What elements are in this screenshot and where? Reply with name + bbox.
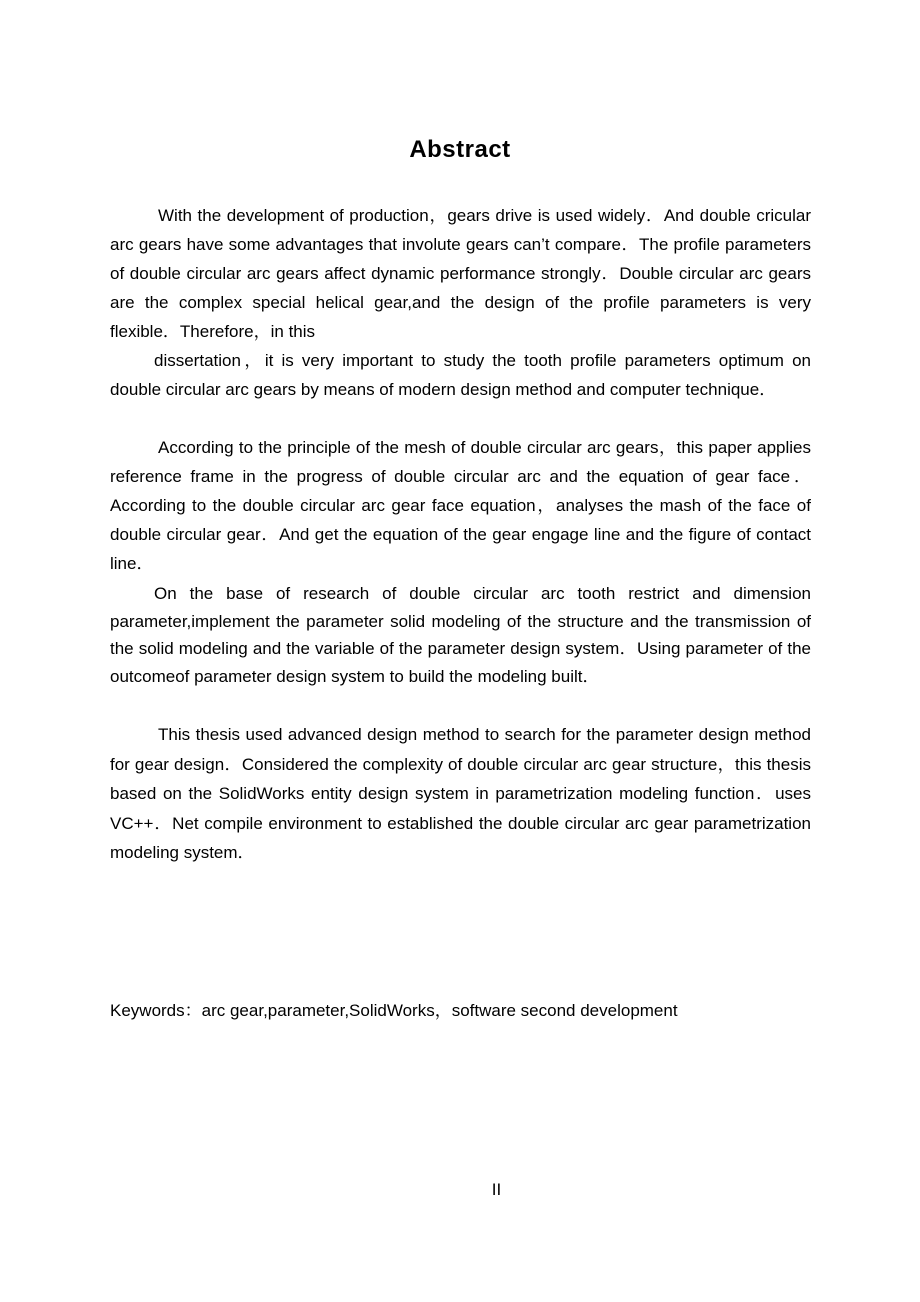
abstract-paragraph-1-continued: dissertation，it is very important to study the tooth profile parameters optimum on double circular arc gears by means of modern design method and computer technique． — [110, 351, 811, 399]
abstract-paragraph-4: This thesis used advanced design method to search for the parameter design method for gear design．Considered the complexity of double circular arc gear structure，this thesis based on the SolidWorks entity design system in parametrization modeling function．uses VC++．Net compile environment to established the double circular arc gear parametrization modeling system． — [110, 725, 811, 862]
abstract-paragraph-2: According to the principle of the mesh of double circular arc gears，this paper applies reference frame in the progress of double circular arc and the equation of gear face．According to the double circular arc gear face equation，analyses the mash of the face of double circular gear．And get the equation of the gear engage line and the figure of contact line． — [110, 438, 811, 573]
abstract-paragraph-1: With the development of production，gears drive is used widely．And double cricular arc gears have some advantages that involute gears can’t compare．The profile parameters of double circular arc gears affect dynamic performance strongly．Double circular arc gears are the complex special helical gear,and the design of the profile parameters is very flexible．Therefore，in this — [110, 206, 811, 341]
page-title: Abstract — [409, 136, 511, 163]
page-number: II — [491, 1180, 502, 1199]
keywords-line: Keywords：arc gear,parameter,SolidWorks，software second development — [110, 1001, 678, 1020]
abstract-paragraph-3: On the base of research of double circular arc tooth restrict and dimension parameter,implement the parameter solid modeling of the structure and the transmission of the solid modeling and the variable of the parameter design system．Using parameter of the outcomeof parameter design system to build the modeling built． — [110, 584, 811, 686]
